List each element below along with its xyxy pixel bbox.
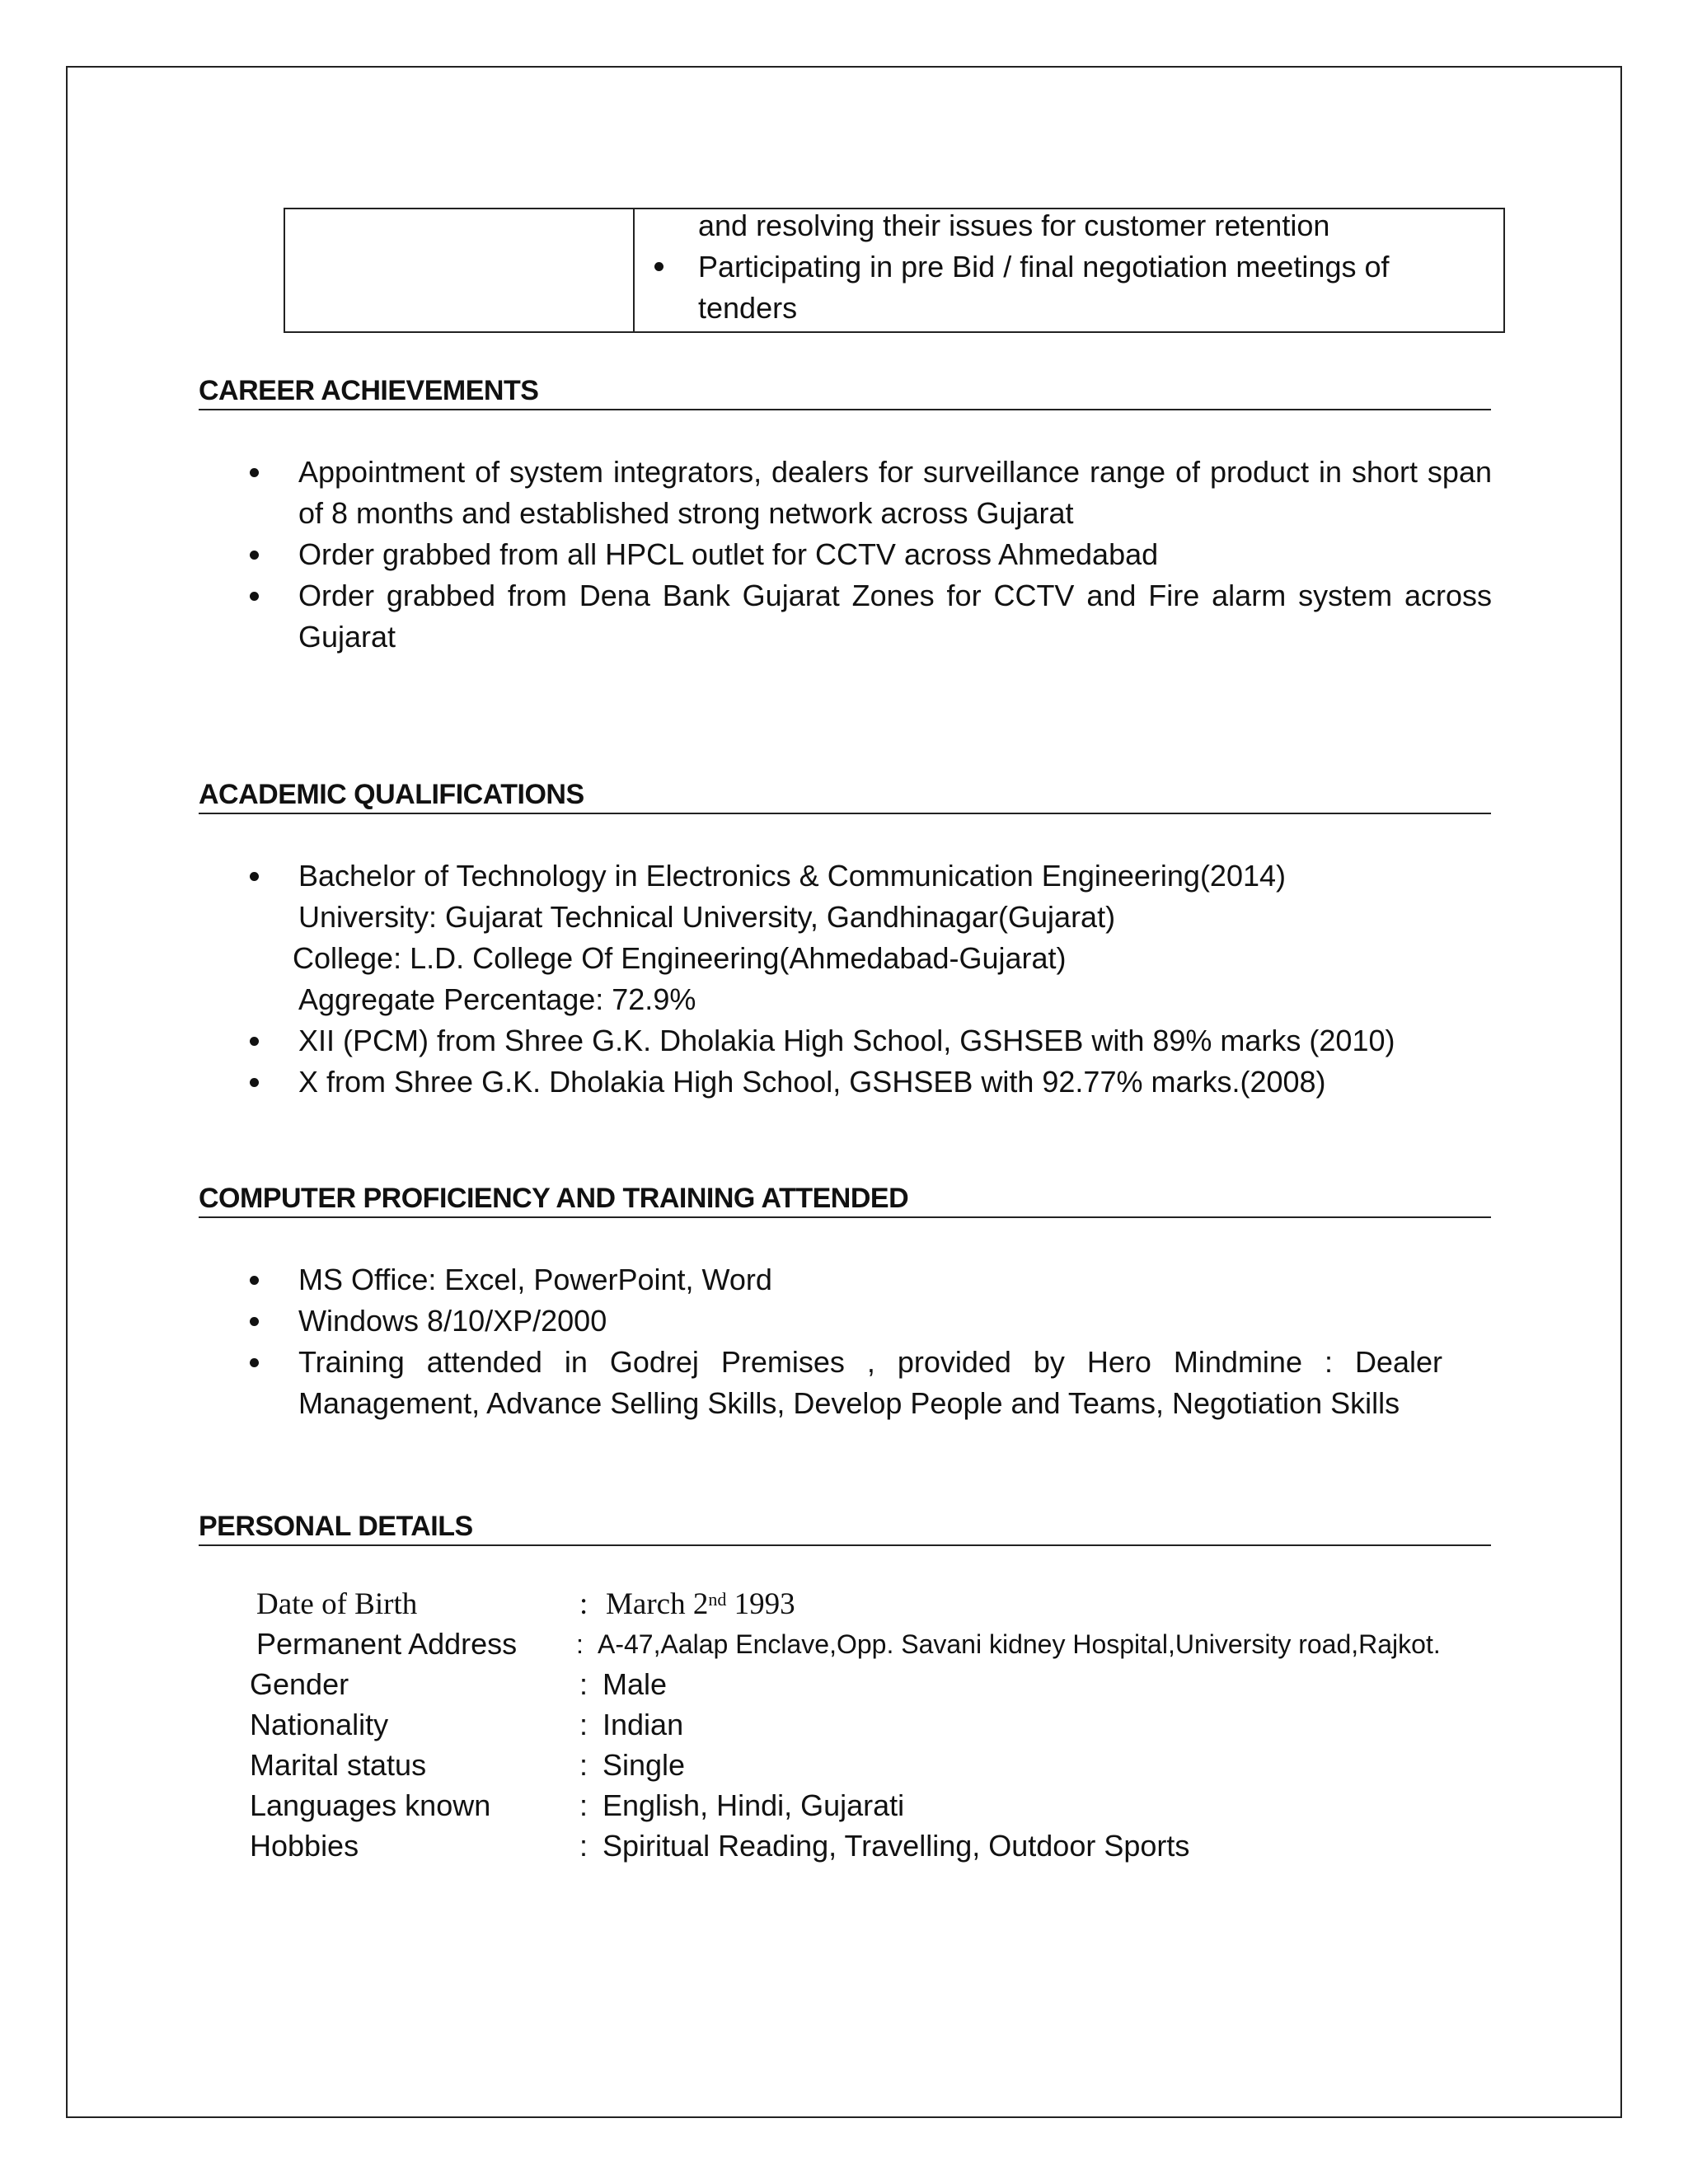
career-achievements-list <box>247 452 1492 658</box>
degree-university: University: Gujarat Technical University, Gandhinagar(Gujarat) <box>298 900 1116 934</box>
bullet-icon <box>250 468 259 477</box>
personal-row-nationality <box>250 1704 1536 1746</box>
list-item-text: MS Office: Excel, PowerPoint, Word <box>298 1263 772 1296</box>
bullet-icon <box>250 1037 259 1046</box>
experience-table-continuation <box>284 208 1505 333</box>
section-heading-computer <box>199 1177 1491 1218</box>
field-value: Indian <box>603 1708 684 1741</box>
personal-row-address <box>250 1624 1536 1665</box>
list-item <box>247 1342 1442 1424</box>
table-cell-responsibilities <box>635 209 1503 331</box>
list-item-text: X from Shree G.K. Dholakia High School, GSHSEB with 92.77% marks.(2008) <box>298 1065 1326 1099</box>
section-title: COMPUTER PROFICIENCY AND TRAINING ATTENDED <box>199 1183 909 1214</box>
list-item-text: XII (PCM) from Shree G.K. Dholakia High School, GSHSEB with 89% marks (2010) <box>298 1024 1395 1057</box>
bullet-icon <box>250 1317 259 1326</box>
personal-row-hobbies <box>250 1825 1536 1867</box>
personal-row-dob <box>250 1584 1536 1625</box>
field-value: A-47,Aalap Enclave,Opp. Savani kidney Hospital,University road,Rajkot. <box>598 1629 1441 1659</box>
personal-row-gender <box>250 1664 1536 1705</box>
academic-qualifications-list <box>247 855 1492 1103</box>
field-separator: : <box>579 1708 588 1741</box>
section-heading-personal <box>199 1505 1491 1546</box>
degree-aggregate: Aggregate Percentage: 72.9% <box>298 982 696 1016</box>
field-label: Nationality <box>250 1708 389 1741</box>
field-separator: : <box>579 1748 588 1782</box>
list-item <box>247 575 1492 658</box>
section-heading-academic <box>199 773 1491 814</box>
field-value: Single <box>603 1748 686 1782</box>
computer-proficiency-list <box>247 1259 1442 1424</box>
field-value <box>606 1584 795 1625</box>
field-value: Spiritual Reading, Travelling, Outdoor Sports <box>603 1829 1190 1863</box>
list-item-text: Training attended in Godrej Premises , provided by Hero Mindmine : Dealer Management, Advance Selling Skills, Develop People and Teams, Negotiation Skills <box>298 1345 1442 1420</box>
list-item-text: Windows 8/10/XP/2000 <box>298 1304 607 1338</box>
dob-year: 1993 <box>726 1587 795 1621</box>
bullet-icon <box>250 872 259 881</box>
field-label: Languages known <box>250 1788 491 1822</box>
section-title: PERSONAL DETAILS <box>199 1511 473 1542</box>
bullet-icon <box>250 592 259 601</box>
list-item-text: Order grabbed from Dena Bank Gujarat Zones for CCTV and Fire alarm system across Gujarat <box>298 579 1492 654</box>
field-label: Date of Birth <box>256 1587 418 1621</box>
list-item-text: Order grabbed from all HPCL outlet for CCTV across Ahmedabad <box>298 537 1159 571</box>
dob-value-text: March 2 <box>606 1587 709 1621</box>
bullet-icon <box>250 1358 259 1367</box>
field-separator: : <box>579 1829 588 1863</box>
bullet-icon <box>250 551 259 560</box>
field-label: Permanent Address <box>256 1627 518 1661</box>
responsibility-line: Participating in pre Bid / final negotiation meetings of <box>698 250 1390 284</box>
list-item-degree <box>247 855 1492 1020</box>
bullet-icon <box>250 1276 259 1285</box>
section-heading-career <box>199 369 1491 410</box>
field-value: Male <box>603 1667 668 1701</box>
list-item-text: Appointment of system integrators, dealers for surveillance range of product in short span of 8 months and established strong network across Gujarat <box>298 455 1492 530</box>
field-label: Gender <box>250 1667 349 1701</box>
table-cell-empty <box>285 209 635 331</box>
list-item <box>247 452 1492 534</box>
responsibility-line: and resolving their issues for customer retention <box>698 209 1330 242</box>
field-separator: : <box>579 1667 588 1701</box>
degree-title: Bachelor of Technology in Electronics & Communication Engineering(2014) <box>298 859 1287 893</box>
degree-college: College: L.D. College Of Engineering(Ahmedabad-Gujarat) <box>293 941 1067 975</box>
list-item <box>247 1259 1442 1301</box>
field-label: Marital status <box>250 1748 427 1782</box>
list-item <box>247 1020 1492 1062</box>
field-label: Hobbies <box>250 1829 359 1863</box>
field-separator: : <box>576 1629 584 1659</box>
list-item <box>247 1062 1492 1103</box>
personal-row-marital-status <box>250 1745 1536 1786</box>
field-value: English, Hindi, Gujarati <box>603 1788 905 1822</box>
responsibility-line: tenders <box>698 291 798 325</box>
list-item <box>247 534 1492 575</box>
section-title: ACADEMIC QUALIFICATIONS <box>199 779 584 810</box>
personal-row-languages <box>250 1785 1536 1826</box>
field-separator: : <box>579 1788 588 1822</box>
dob-ordinal: nd <box>708 1589 727 1610</box>
field-separator: : <box>579 1587 588 1621</box>
bullet-icon <box>250 1078 259 1087</box>
bullet-icon <box>654 262 663 271</box>
section-title: CAREER ACHIEVEMENTS <box>199 375 539 406</box>
list-item <box>247 1301 1442 1342</box>
